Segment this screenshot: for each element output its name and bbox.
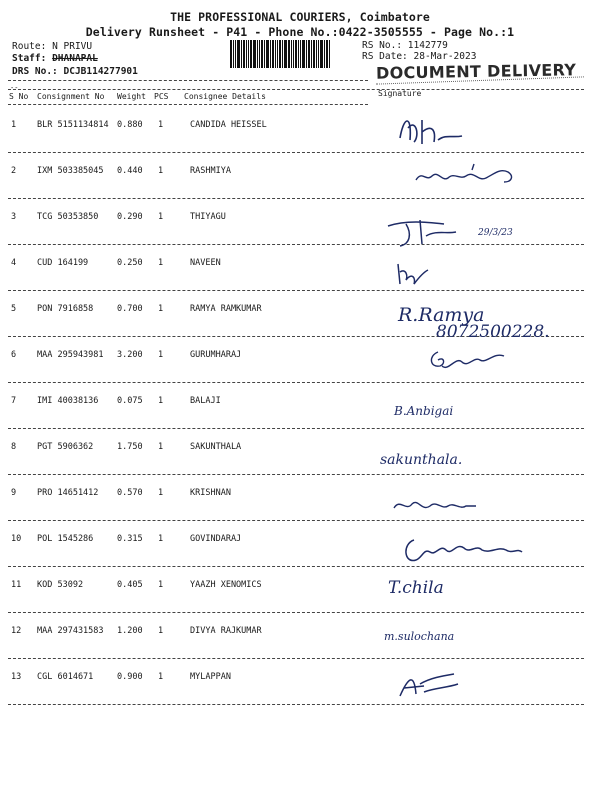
row-consignee: CANDIDA HEISSEL <box>190 120 267 130</box>
route-value: N PRIVU <box>52 41 93 52</box>
signature-row-10 <box>400 534 530 574</box>
row-consignment-no: PGT 5906362 <box>37 442 94 452</box>
signature-row-4 <box>394 258 444 292</box>
row-sno: 4 <box>11 258 17 268</box>
barcode-bar <box>233 40 234 68</box>
rs-no-field <box>362 40 448 51</box>
rs-no-value: 1142779 <box>407 40 448 51</box>
barcode-bar <box>275 40 276 68</box>
row-sno: 9 <box>11 488 17 498</box>
header-rule-top <box>8 80 368 81</box>
barcode-bar <box>313 40 315 68</box>
row-pcs: 1 <box>158 212 164 222</box>
row-consignment-no: BLR 5151134814 <box>37 120 109 130</box>
row-separator <box>8 612 584 613</box>
barcode-bar <box>253 40 256 68</box>
signature-row-6 <box>428 346 518 380</box>
staff-value: DHANAPAL <box>52 53 98 64</box>
row-weight: 0.315 <box>117 534 143 544</box>
row-consignment-no: PRO 14651412 <box>37 488 99 498</box>
signature-row-5: R.Ramya <box>398 304 485 326</box>
barcode-bar <box>277 40 278 68</box>
barcode-bar <box>311 40 312 68</box>
row-consignee: THIYAGU <box>190 212 226 222</box>
row-pcs: 1 <box>158 258 164 268</box>
barcode-bar <box>293 40 294 68</box>
barcode-bar <box>257 40 258 68</box>
barcode-bar <box>272 40 274 68</box>
row-consignee: GOVINDARAJ <box>190 534 242 544</box>
row-separator <box>8 520 584 521</box>
row-pcs: 1 <box>158 396 164 406</box>
row-sno: 6 <box>11 350 17 360</box>
barcode-bar <box>324 40 325 68</box>
row-weight: 0.440 <box>117 166 143 176</box>
row-weight: 3.200 <box>117 350 143 360</box>
row-separator <box>8 382 584 383</box>
barcode-bar <box>302 40 305 68</box>
signature-row-2 <box>412 160 532 194</box>
barcode-bar <box>230 40 232 68</box>
row-consignee: SAKUNTHALA <box>190 442 242 452</box>
row-consignee: RASHMIYA <box>190 166 231 176</box>
row-consignment-no: TCG 50353850 <box>37 212 99 222</box>
drs-label: DRS No.: <box>12 66 58 77</box>
barcode-bar <box>300 40 301 68</box>
row-separator <box>8 658 584 659</box>
row-consignee: BALAJI <box>190 396 221 406</box>
row-weight: 0.900 <box>117 672 143 682</box>
barcode-bar <box>308 40 310 68</box>
signature-row-1 <box>392 110 472 154</box>
row-consignee: GURUMHARAJ <box>190 350 242 360</box>
signature-row-9 <box>392 494 492 522</box>
staff-label: Staff: <box>12 53 47 64</box>
signature-date-row-3: 29/3/23 <box>478 228 513 238</box>
barcode-bar <box>259 40 260 68</box>
row-consignment-no: IXM 503385045 <box>37 166 104 176</box>
barcode-bar <box>246 40 247 68</box>
header-rule <box>8 89 584 90</box>
col-signature: Signature <box>378 89 422 98</box>
row-pcs: 1 <box>158 350 164 360</box>
row-consignment-no: POL 1545286 <box>37 534 94 544</box>
row-weight: 0.700 <box>117 304 143 314</box>
barcode <box>230 40 350 68</box>
row-sno: 13 <box>11 672 22 682</box>
row-consignment-no: PON 7916858 <box>37 304 94 314</box>
barcode-bar <box>279 40 281 68</box>
signature-row-12: m.sulochana <box>384 630 455 643</box>
row-pcs: 1 <box>158 626 164 636</box>
drs-value: DCJB114277901 <box>63 66 138 77</box>
row-consignee: DIVYA RAJKUMAR <box>190 626 262 636</box>
row-separator <box>8 152 584 153</box>
row-consignment-no: CUD 164199 <box>37 258 89 268</box>
row-weight: 1.200 <box>117 626 143 636</box>
row-pcs: 1 <box>158 166 164 176</box>
row-pcs: 1 <box>158 534 164 544</box>
row-consignee: YAAZH XENOMICS <box>190 580 262 590</box>
row-weight: 0.250 <box>117 258 143 268</box>
row-separator <box>8 198 584 199</box>
row-pcs: 1 <box>158 580 164 590</box>
col-weight: Weight <box>117 92 146 101</box>
row-sno: 1 <box>11 120 17 130</box>
row-sno: 8 <box>11 442 17 452</box>
col-consignee: Consignee Details <box>184 92 266 101</box>
barcode-bar <box>235 40 236 68</box>
barcode-bar <box>295 40 297 68</box>
barcode-bar <box>261 40 263 68</box>
col-sno: S No <box>9 92 29 101</box>
row-separator <box>8 704 584 705</box>
barcode-bar <box>243 40 245 68</box>
row-weight: 0.075 <box>117 396 143 406</box>
row-separator <box>8 244 584 245</box>
rs-date-field <box>362 51 476 62</box>
barcode-bar <box>306 40 307 68</box>
row-sno: 5 <box>11 304 17 314</box>
row-separator <box>8 474 584 475</box>
row-sno: 10 <box>11 534 22 544</box>
route-label: Route: <box>12 41 47 52</box>
row-weight: 1.750 <box>117 442 143 452</box>
drs-field <box>12 66 138 77</box>
signature-row-13 <box>394 668 464 706</box>
staff-field <box>12 53 98 64</box>
barcode-bar <box>264 40 265 68</box>
row-sno: 12 <box>11 626 22 636</box>
col-consignment: Consignment No <box>37 92 105 101</box>
barcode-bar <box>237 40 240 68</box>
row-sno: 2 <box>11 166 17 176</box>
row-weight: 0.405 <box>117 580 143 590</box>
row-weight: 0.290 <box>117 212 143 222</box>
row-consignment-no: IMI 40038136 <box>37 396 99 406</box>
row-pcs: 1 <box>158 304 164 314</box>
row-weight: 0.570 <box>117 488 143 498</box>
barcode-bar <box>316 40 317 68</box>
route-field <box>12 41 92 52</box>
row-pcs: 1 <box>158 672 164 682</box>
row-pcs: 1 <box>158 488 164 498</box>
rs-date-label: RS Date: <box>362 51 408 62</box>
row-consignment-no: MAA 295943981 <box>37 350 104 360</box>
row-consignment-no: KOD 53092 <box>37 580 84 590</box>
row-consignee: MYLAPPAN <box>190 672 231 682</box>
signature-row-3 <box>386 214 466 258</box>
barcode-bar <box>282 40 283 68</box>
barcode-bar <box>248 40 249 68</box>
signature-row-5-phone: 8072500228. <box>436 322 550 342</box>
signature-row-7: B.Anbigai <box>394 404 454 418</box>
row-consignee: KRISHNAN <box>190 488 231 498</box>
barcode-bar <box>266 40 269 68</box>
barcode-bar <box>284 40 287 68</box>
signature-row-8: sakunthala. <box>380 452 463 468</box>
row-consignment-no: MAA 297431583 <box>37 626 104 636</box>
runsheet-title: Delivery Runsheet - P41 - Phone No.:0422-3505555 - Page No.:1 <box>85 25 515 39</box>
row-sno: 3 <box>11 212 17 222</box>
row-pcs: 1 <box>158 120 164 130</box>
sno-marker: -- <box>10 84 19 92</box>
row-separator <box>8 290 584 291</box>
barcode-bar <box>298 40 299 68</box>
rs-date-value: 28-Mar-2023 <box>413 51 477 62</box>
barcode-bar <box>326 40 328 68</box>
barcode-bar <box>241 40 242 68</box>
barcode-bar <box>320 40 323 68</box>
row-consignee: NAVEEN <box>190 258 221 268</box>
row-weight: 0.880 <box>117 120 143 130</box>
barcode-bar <box>288 40 290 68</box>
header-rule-bottom <box>8 104 368 105</box>
col-pcs: PCS <box>154 92 169 101</box>
barcode-bar <box>291 40 292 68</box>
row-separator <box>8 428 584 429</box>
barcode-bar <box>329 40 330 68</box>
row-sno: 7 <box>11 396 17 406</box>
barcode-bar <box>270 40 271 68</box>
signature-row-11: T.chila <box>388 578 444 598</box>
row-consignee: RAMYA RAMKUMAR <box>190 304 262 314</box>
row-pcs: 1 <box>158 442 164 452</box>
document-delivery-stamp: DOCUMENT DELIVERY <box>375 60 577 83</box>
row-sno: 11 <box>11 580 22 590</box>
company-title: THE PROFESSIONAL COURIERS, Coimbatore <box>170 10 430 24</box>
barcode-bar <box>250 40 252 68</box>
rs-no-label: RS No.: <box>362 40 403 51</box>
row-consignment-no: CGL 6014671 <box>37 672 94 682</box>
barcode-bar <box>318 40 319 68</box>
